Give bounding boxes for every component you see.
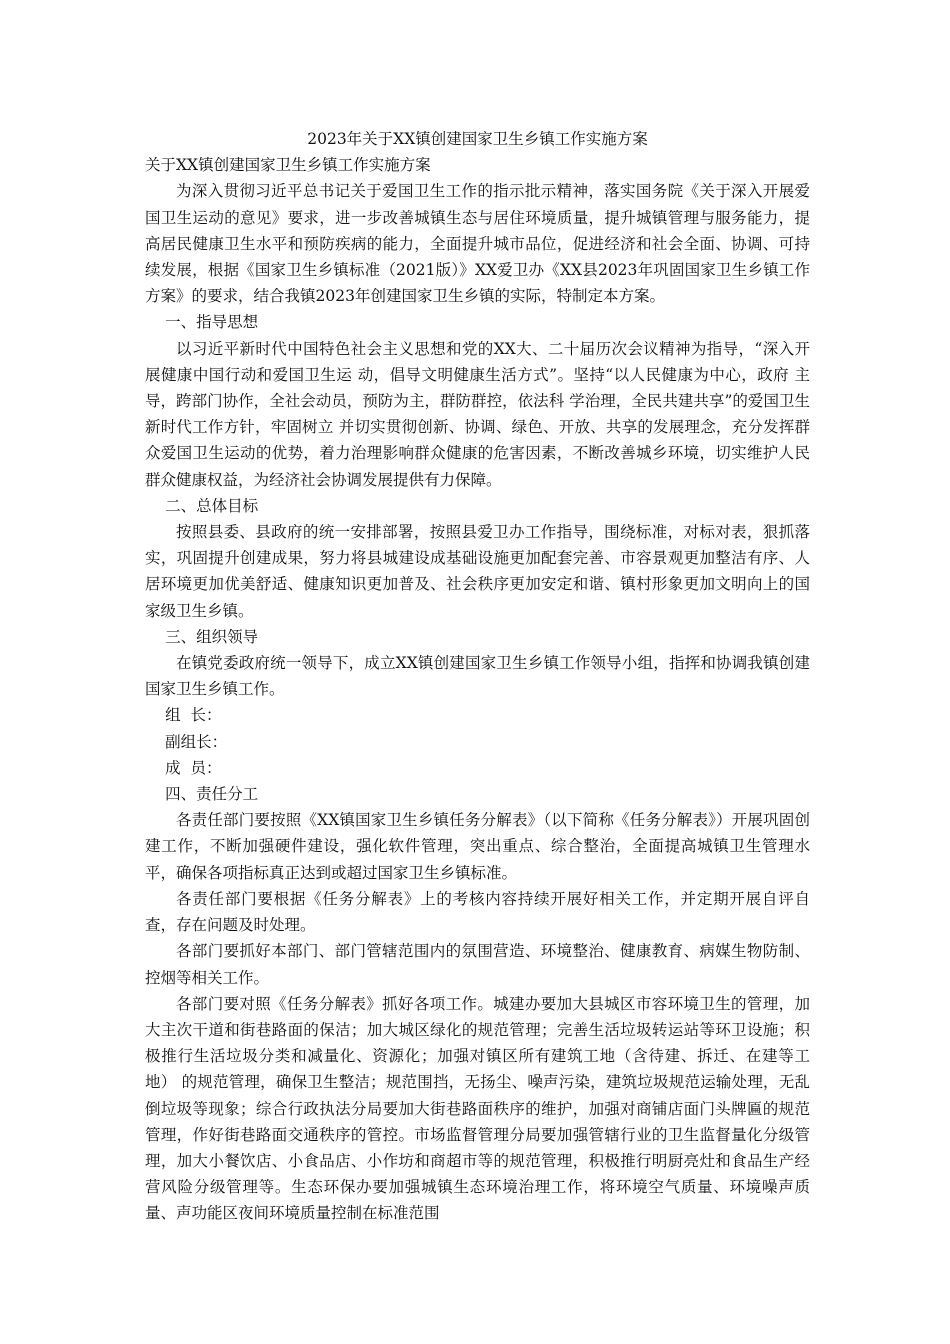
document-subtitle: 关于XX镇创建国家卫生乡镇工作实施方案 <box>145 156 431 175</box>
document-title: 2023年关于XX镇创建国家卫生乡镇工作实施方案 <box>307 130 648 148</box>
deputy-leader-line: 副组长： <box>165 732 228 751</box>
section-heading-organization: 三、组织领导 <box>165 627 259 646</box>
section-heading-overall-goal: 二、总体目标 <box>165 496 259 515</box>
overall-goal-paragraph: 按照县委、县政府的统一安排部署，按照县爱卫办工作指导，围绕标准，对标对表，狠抓落实，巩固提升创建成果，努力将县城建设成基础设施更加配套完善、市容景观更加整洁有序、人居环境更加优美舒适、健康知识更加普及、社会秩序更加安定和谐、镇村形象更加文明向上的国家级卫生乡镇。 <box>145 523 810 620</box>
organization-paragraph: 在镇党委政府统一领导下，成立XX镇创建国家卫生乡镇工作领导小组，指挥和协调我镇创建国家卫生乡镇工作。 <box>145 654 810 699</box>
responsibilities-paragraph-2: 各责任部门要根据《任务分解表》上的考核内容持续开展好相关工作，并定期开展自评自查，存在问题及时处理。 <box>145 889 810 935</box>
responsibilities-paragraph-1: 各责任部门要按照《XX镇国家卫生乡镇任务分解表》（以下简称《任务分解表》）开展巩固创建工作，不断加强硬件建设，强化软件管理，突出重点、综合整治，全面提高城镇卫生管理水平，确保各项指标真正达到或超过国家卫生乡镇标准。 <box>145 811 810 882</box>
responsibilities-paragraph-4: 各部门要对照《任务分解表》抓好各项工作。城建办要加大县城区市容环境卫生的管理，加大主次干道和街巷路面的保洁；加大城区绿化的规范管理；完善生活垃圾转运站等环卫设施；积极推行生活垃圾分类和减量化、资源化；加强对镇区所有建筑工地（含待建、拆迁、在建等工地） 的规范管理，确保卫生整洁；规范围挡，无扬尘、噪声污染，建筑垃圾规范运输处理，无乱倒垃圾等现象；综合行政执法分局要加大街巷路面秩序的维护，加强对商铺店面门头牌匾的规范管理，作好街巷路面交通秩序的管控。市场监督管理分局要加强管辖行业的卫生监督量化分级管理，加大小餐饮店、小食品店、小作坊和商超市等的规范管理，积极推行明厨亮灶和食品生产经营风险分级管理等。生态环保办要加强城镇生态环境治理工作，将环境空气质量、环境噪声质量、声功能区夜间环境质量控制在标准范围 <box>145 994 810 1223</box>
section-heading-guiding-ideology: 一、指导思想 <box>165 313 259 332</box>
document-page <box>145 126 810 1227</box>
intro-paragraph: 为深入贯彻习近平总书记关于爱国卫生工作的指示批示精神，落实国务院《关于深入开展爱国卫生运动的意见》要求，进一步改善城镇生态与居住环境质量，提升城镇管理与服务能力，提高居民健康卫生水平和预防疾病的能力，全面提升城市品位，促进经济和社会全面、协调、可持续发展，根据《国家卫生乡镇标准（2021版）》XX爱卫办《XX县2023年巩固国家卫生乡镇工作方案》的要求，结合我镇2023年创建国家卫生乡镇的实际，特制定本方案。 <box>145 182 810 306</box>
members-line: 成 员： <box>165 758 222 777</box>
leader-line: 组 长： <box>165 706 222 725</box>
guiding-ideology-paragraph: 以习近平新时代中国特色社会主义思想和党的XX大、二十届历次会议精神为指导，“深入开展健康中国行动和爱国卫生运 动，倡导文明健康生活方式”。坚持“以人民健康为中心，政府 主导，跨部门协作，全社会动员，预防为主，群防群控，依法科 学治理，全民共建共享”的爱国卫生新时代工作方针，牢固树立 并切实贯彻创新、协调、绿色、开放、共享的发展理念，充分发挥群众爱国卫生运动的优势，着力治理影响群众健康的危害因素，不断改善城乡环境，切实维护人民群众健康权益，为经济社会协调发展提供有力保障。 <box>145 339 810 489</box>
responsibilities-paragraph-3: 各部门要抓好本部门、部门管辖范围内的氛围营造、环境整治、健康教育、病媒生物防制、控烟等相关工作。 <box>145 942 810 987</box>
section-heading-responsibilities: 四、责任分工 <box>165 785 259 804</box>
